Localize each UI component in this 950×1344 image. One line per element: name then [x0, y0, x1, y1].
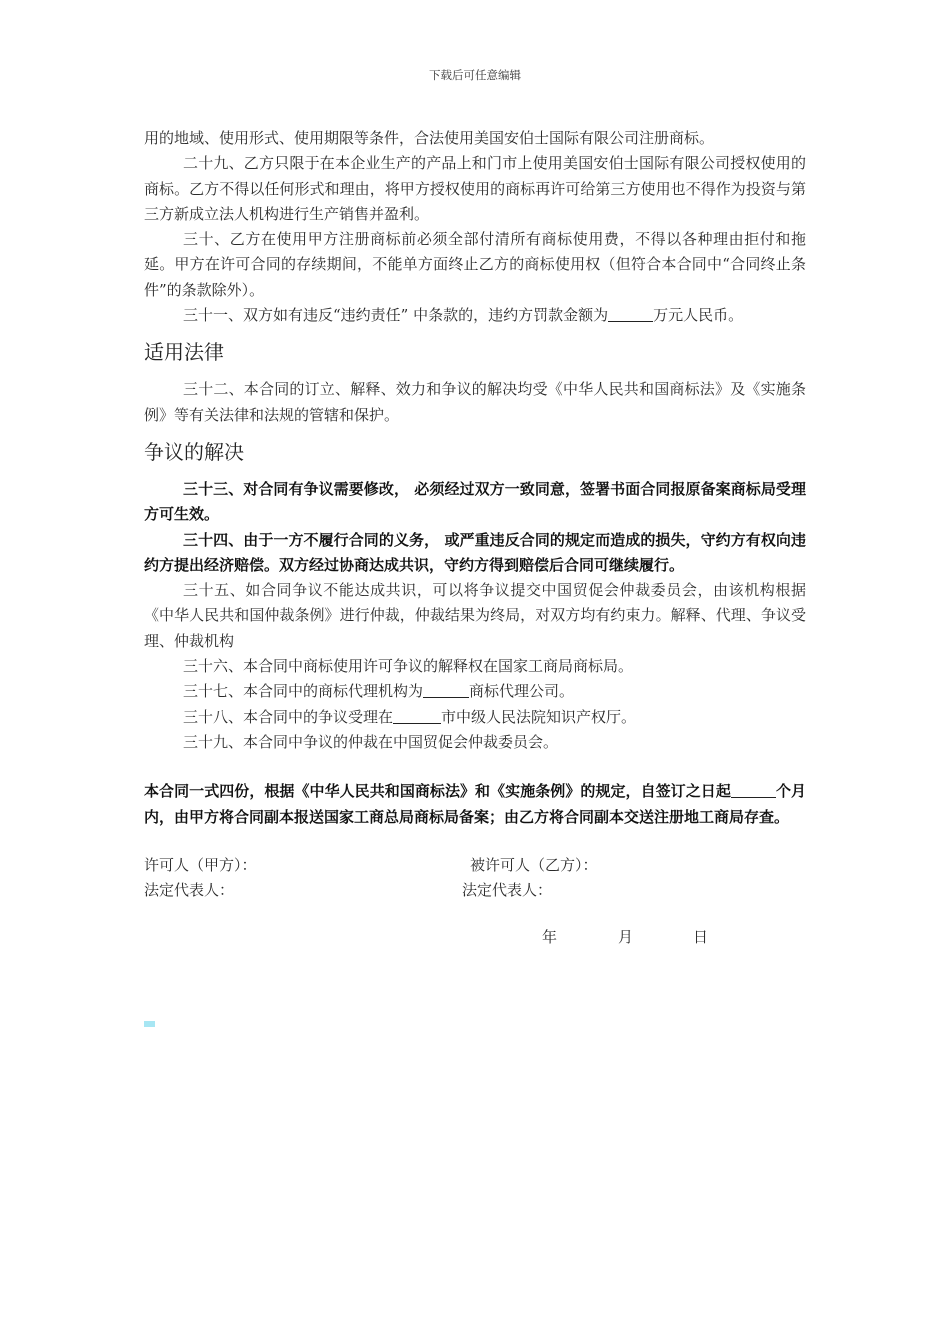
- licensee-label: 被许可人（乙方）：: [470, 855, 598, 874]
- document-body: [144, 126, 806, 952]
- clause-36: 三十六、本合同中商标使用许可争议的解释权在国家工商局商标局。: [183, 657, 634, 676]
- clause-37-tail: 商标代理公司。: [469, 682, 575, 701]
- clause-31: [144, 303, 806, 328]
- closing-text-b: 个月内，由甲方将合同副本报送国家工商总局商标局备案；由乙方将合同副本交送注册地工商局存查。: [144, 782, 806, 826]
- agency-blank: [423, 682, 469, 698]
- clause-38: [144, 705, 806, 730]
- text-cursor-marker: [144, 1021, 155, 1027]
- clause-31-text: 三十一、双方如有违反“违约责任” 中条款的，违约方罚款金额为: [183, 306, 609, 325]
- signature-row-parties: [144, 854, 806, 879]
- clause-32: 三十二、本合同的订立、解释、效力和争议的解决均受《中华人民共和国商标法》及《实施条例》等有关法律和法规的管辖和保护。: [144, 380, 806, 424]
- clause-31-unit: 万元人民币。: [653, 306, 744, 325]
- closing-text-a: 本合同一式四份，根据《中华人民共和国商标法》和《实施条例》的规定，自签订之日起: [144, 782, 731, 801]
- paragraph-28-tail: 用的地域、使用形式、使用期限等条件，合法使用美国安伯士国际有限公司注册商标。: [144, 129, 715, 147]
- date-year-label: 年: [542, 928, 558, 947]
- clause-39: 三十九、本合同中争议的仲裁在中国贸促会仲裁委员会。: [183, 732, 559, 751]
- legal-rep-right-label: 法定代表人：: [462, 881, 553, 900]
- clause-30: 三十、乙方在使用甲方注册商标前必须全部付清所有商标使用费，不得以各种理由拒付和拖延。甲方在许可合同的存续期间，不能单方面终止乙方的商标使用权（但符合本合同中“合同终止条件”的条款除外）。: [144, 230, 806, 299]
- court-city-blank: [393, 708, 441, 724]
- date-row: [144, 926, 806, 952]
- date-month-label: 月: [618, 928, 634, 947]
- date-day-label: 日: [693, 928, 709, 947]
- section-title-dispute-resolution: 争议的解决: [144, 439, 244, 464]
- clause-38-tail: 市中级人民法院知识产权厅。: [441, 707, 637, 726]
- clause-29: 二十九、乙方只限于在本企业生产的产品上和门市上使用美国安伯士国际有限公司授权使用的商标。乙方不得以任何形式和理由，将甲方授权使用的商标再许可给第三方使用也不得作为投资与第三方新成立法人机构进行生产销售并盈利。: [144, 154, 806, 223]
- penalty-amount-blank: [608, 306, 653, 322]
- clause-33: 三十三、对合同有争议需要修改， 必须经过双方一致同意，签署书面合同报原备案商标局受理方可生效。: [144, 479, 806, 524]
- licensor-label: 许可人（甲方）：: [144, 855, 257, 874]
- clause-37-text: 三十七、本合同中的商标代理机构为: [183, 682, 424, 701]
- clause-35: 三十五、如合同争议不能达成共识，可以将争议提交中国贸促会仲裁委员会，由该机构根据《中华人民共和国仲裁条例》进行仲裁，仲裁结果为终局，对双方均有约束力。解释、代理、争议受理、仲裁机构: [144, 581, 806, 650]
- section-title-applicable-law: 适用法律: [144, 340, 224, 365]
- clause-34: 三十四、由于一方不履行合同的义务， 或严重违反合同的规定而造成的损失，守约方有权向违约方提出经济赔偿。双方经过协商达成共识，守约方得到赔偿后合同可继续履行。: [144, 530, 806, 574]
- legal-rep-left-label: 法定代表人：: [144, 881, 235, 900]
- clause-37: [144, 679, 806, 704]
- months-blank: [731, 782, 776, 798]
- clause-38-text: 三十八、本合同中的争议受理在: [183, 707, 394, 726]
- page-header: 下载后可任意编辑: [429, 68, 521, 82]
- signature-row-representatives: [144, 879, 806, 904]
- closing-statement: [144, 779, 806, 830]
